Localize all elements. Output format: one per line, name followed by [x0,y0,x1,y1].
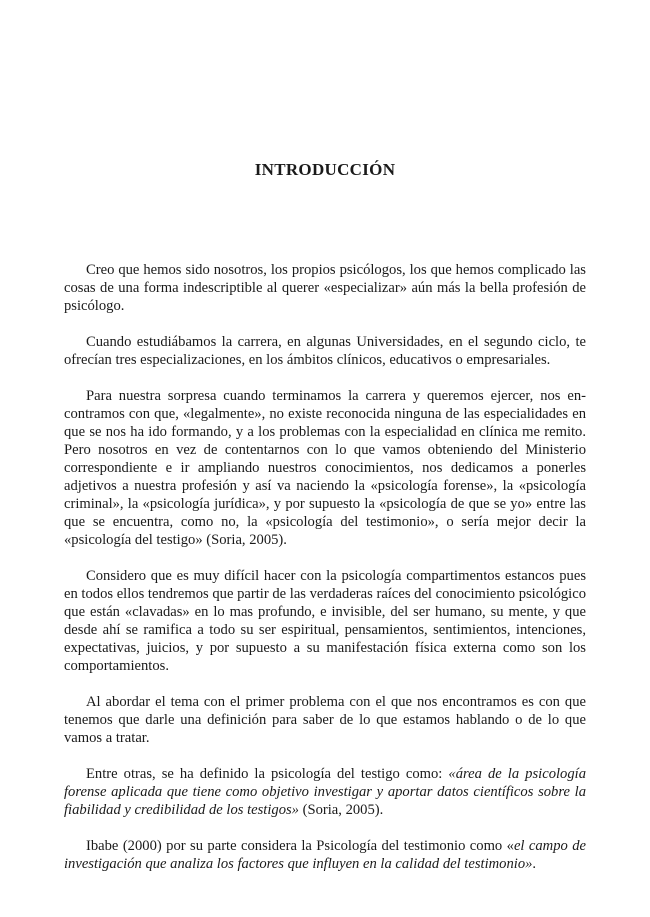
paragraph [64,837,586,873]
paragraph: Cuando estudiábamos la carrera, en algunas Universidades, en el segundo ciclo, te ofrecían tres especializaciones, en los ámbitos clínicos, educativos o empresariales. [64,334,586,368]
paragraph [64,765,586,819]
quoted-definition: el campo de investigación que analiza los factores que influyen en la calidad del testimonio» [64,838,587,872]
paragraph-lead: Ibabe (2000) por su parte considera la Psicología del testimonio como « [86,838,514,854]
body-text [64,261,586,891]
paragraph: Considero que es muy difícil hacer con la psicología compartimentos estancos pues en todos ellos tendremos que partir de las verdaderas raíces del conocimiento psicológico que están «clavadas» en lo mas profundo, e invisible, del ser humano, su mente, y que desde ahí se ramifica a todo su ser espiritual, pensamientos, sentimientos, intenciones, expectativas, juicios, y por supuesto a su manifestación física externa como son los comportamientos. [64,568,586,674]
paragraph-end: . [532,856,537,872]
citation: (Soria, 2005). [298,802,384,818]
page-title: INTRODUCCIÓN [254,160,396,179]
paragraph: Al abordar el tema con el primer problema con el que nos encontramos es con que tenemos que darle una definición para saber de lo que estamos hablando o de lo que vamos a tratar. [64,694,586,746]
paragraph: Creo que hemos sido nosotros, los propios psicólogos, los que hemos complicado las cosas de una forma indescriptible al querer «especializar» aún más la bella profesión de psicólogo. [64,262,586,314]
quoted-definition: «área de la psicología forense aplicada que tiene como objetivo investigar y aportar datos científicos sobre la fiabilidad y credibilidad de los testigos» [64,766,586,818]
paragraph-lead: Entre otras, se ha definido la psicología del testigo como: [86,766,449,782]
paragraph: Para nuestra sorpresa cuando terminamos la carrera y queremos ejercer, nos encontramos con que, «legalmente», no existe reconocida ninguna de las especialidades en que se nos ha ido formando, y a los problemas con la especialidad en clínica me remito. Pero nosotros en vez de contentarnos con lo que vamos obteniendo del Ministerio correspondiente e ir ampliando nuestros conocimientos, nos dedicamos a ponerles adjetivos a nuestra profesión y así va naciendo la «psicología forense», la «psicología criminal», la «psicología jurídica», y por supuesto la «psicología de que se yo» entre las que se encuentra, como no, la «psicología del testimonio», o sería mejor decir la «psicología del testigo» (Soria, 2005). [64,388,586,548]
